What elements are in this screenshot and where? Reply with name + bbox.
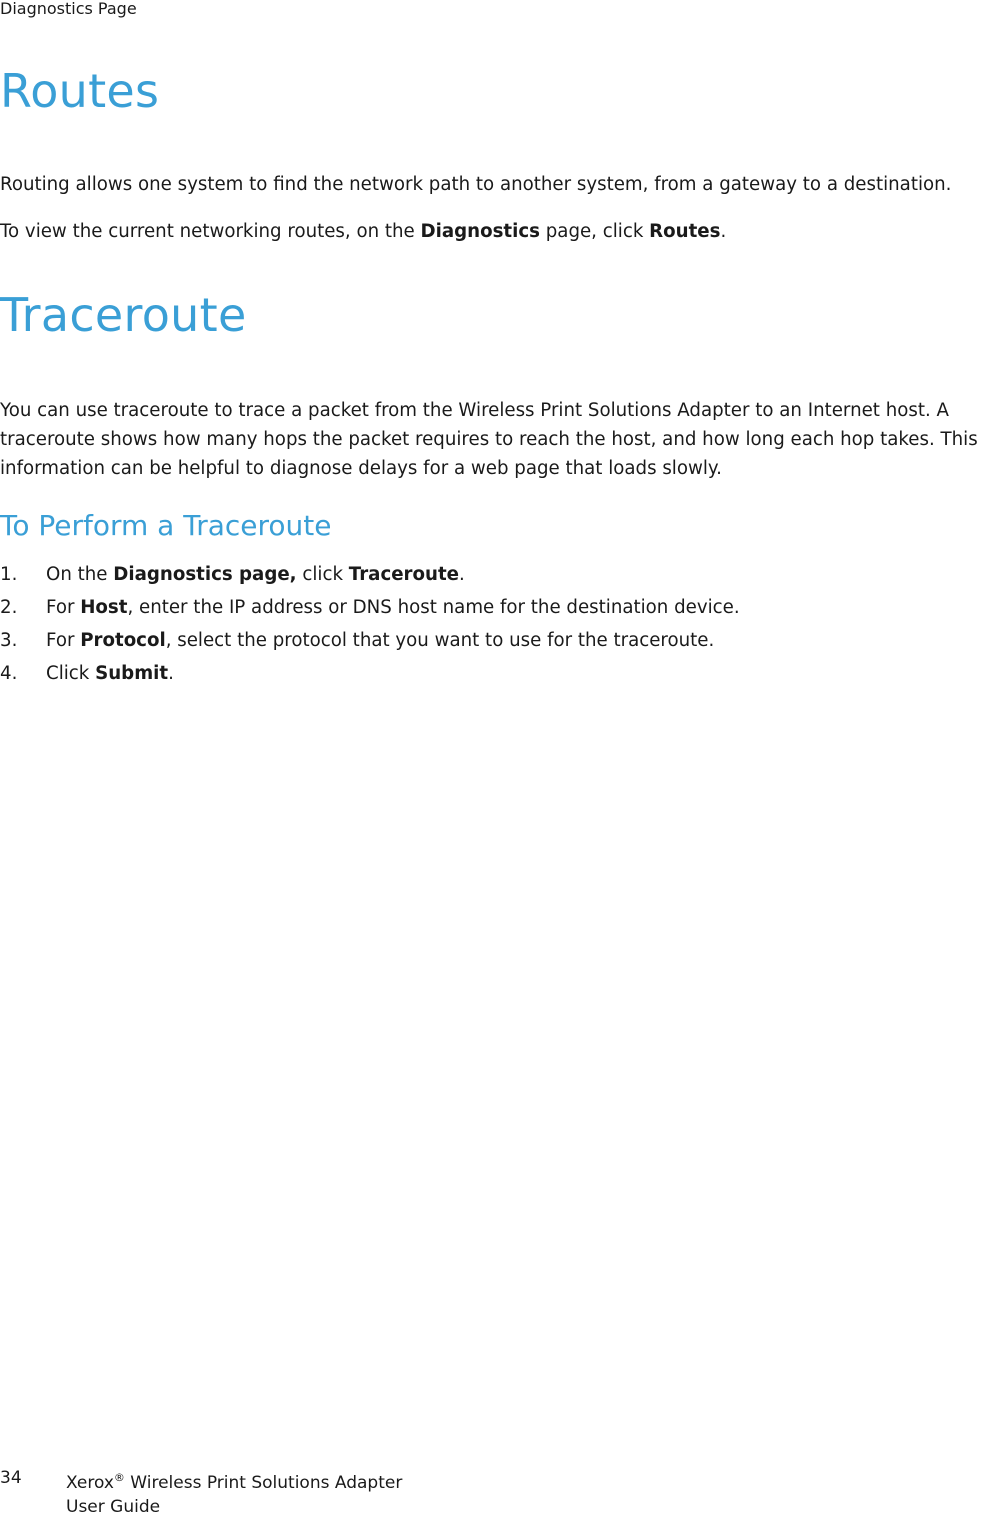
step-text-part: , enter the IP address or DNS host name for the destination device.	[127, 597, 740, 618]
running-header: Diagnostics Page	[0, 0, 137, 18]
footer-brand: Xerox	[66, 1473, 114, 1493]
page-number: 34	[0, 1468, 22, 1488]
step-text-part: For	[46, 630, 81, 651]
registered-mark: ®	[113, 1471, 125, 1484]
routes-view-instructions	[0, 217, 1007, 246]
footer-guide-title: User Guide	[66, 1497, 161, 1517]
step-number: 4.	[0, 663, 18, 684]
traceroute-heading: Traceroute	[0, 288, 247, 342]
step-bold-part: Submit	[95, 663, 169, 684]
step-number: 2.	[0, 597, 18, 618]
traceroute-line-3: information can be helpful to diagnose delays for a web page that loads slowly.	[0, 458, 722, 479]
routes-view-routes: Routes	[649, 221, 721, 242]
step-text	[46, 659, 174, 688]
step-bold-part: Traceroute	[348, 564, 460, 585]
routes-heading: Routes	[0, 64, 160, 118]
footer-product-rest: Wireless Print Solutions Adapter	[124, 1473, 403, 1493]
traceroute-line-1: You can use traceroute to trace a packet from the Wireless Print Solutions Adapter to an Internet host. A	[0, 400, 949, 421]
step-bold-part: Protocol	[80, 630, 166, 651]
routes-view-diagnostics: Diagnostics	[420, 221, 540, 242]
step-text-part: For	[46, 597, 81, 618]
step-text-part: Click	[46, 663, 96, 684]
traceroute-line-2: traceroute shows how many hops the packet requires to reach the host, and how long each hop takes. This	[0, 429, 978, 450]
step-number: 3.	[0, 630, 18, 651]
step-text	[46, 560, 465, 589]
step-text	[46, 626, 714, 655]
step-text-part: On the	[46, 564, 114, 585]
step-bold-part: Diagnostics page,	[113, 564, 297, 585]
routes-view-text-3: .	[720, 221, 727, 242]
step-text-part: .	[168, 663, 174, 684]
traceroute-subheading: To Perform a Traceroute	[0, 509, 332, 542]
step-text	[46, 593, 740, 622]
footer-product-name	[66, 1471, 402, 1495]
step-bold-part: Host	[80, 597, 128, 618]
step-text-part: .	[459, 564, 465, 585]
routes-view-text-1: To view the current networking routes, on the	[0, 221, 421, 242]
step-text-part: click	[296, 564, 349, 585]
step-text-part: , select the protocol that you want to use for the traceroute.	[165, 630, 715, 651]
step-number: 1.	[0, 564, 18, 585]
routes-intro: Routing allows one system to find the network path to another system, from a gateway to a destination.	[0, 174, 952, 195]
routes-view-text-2: page, click	[539, 221, 650, 242]
